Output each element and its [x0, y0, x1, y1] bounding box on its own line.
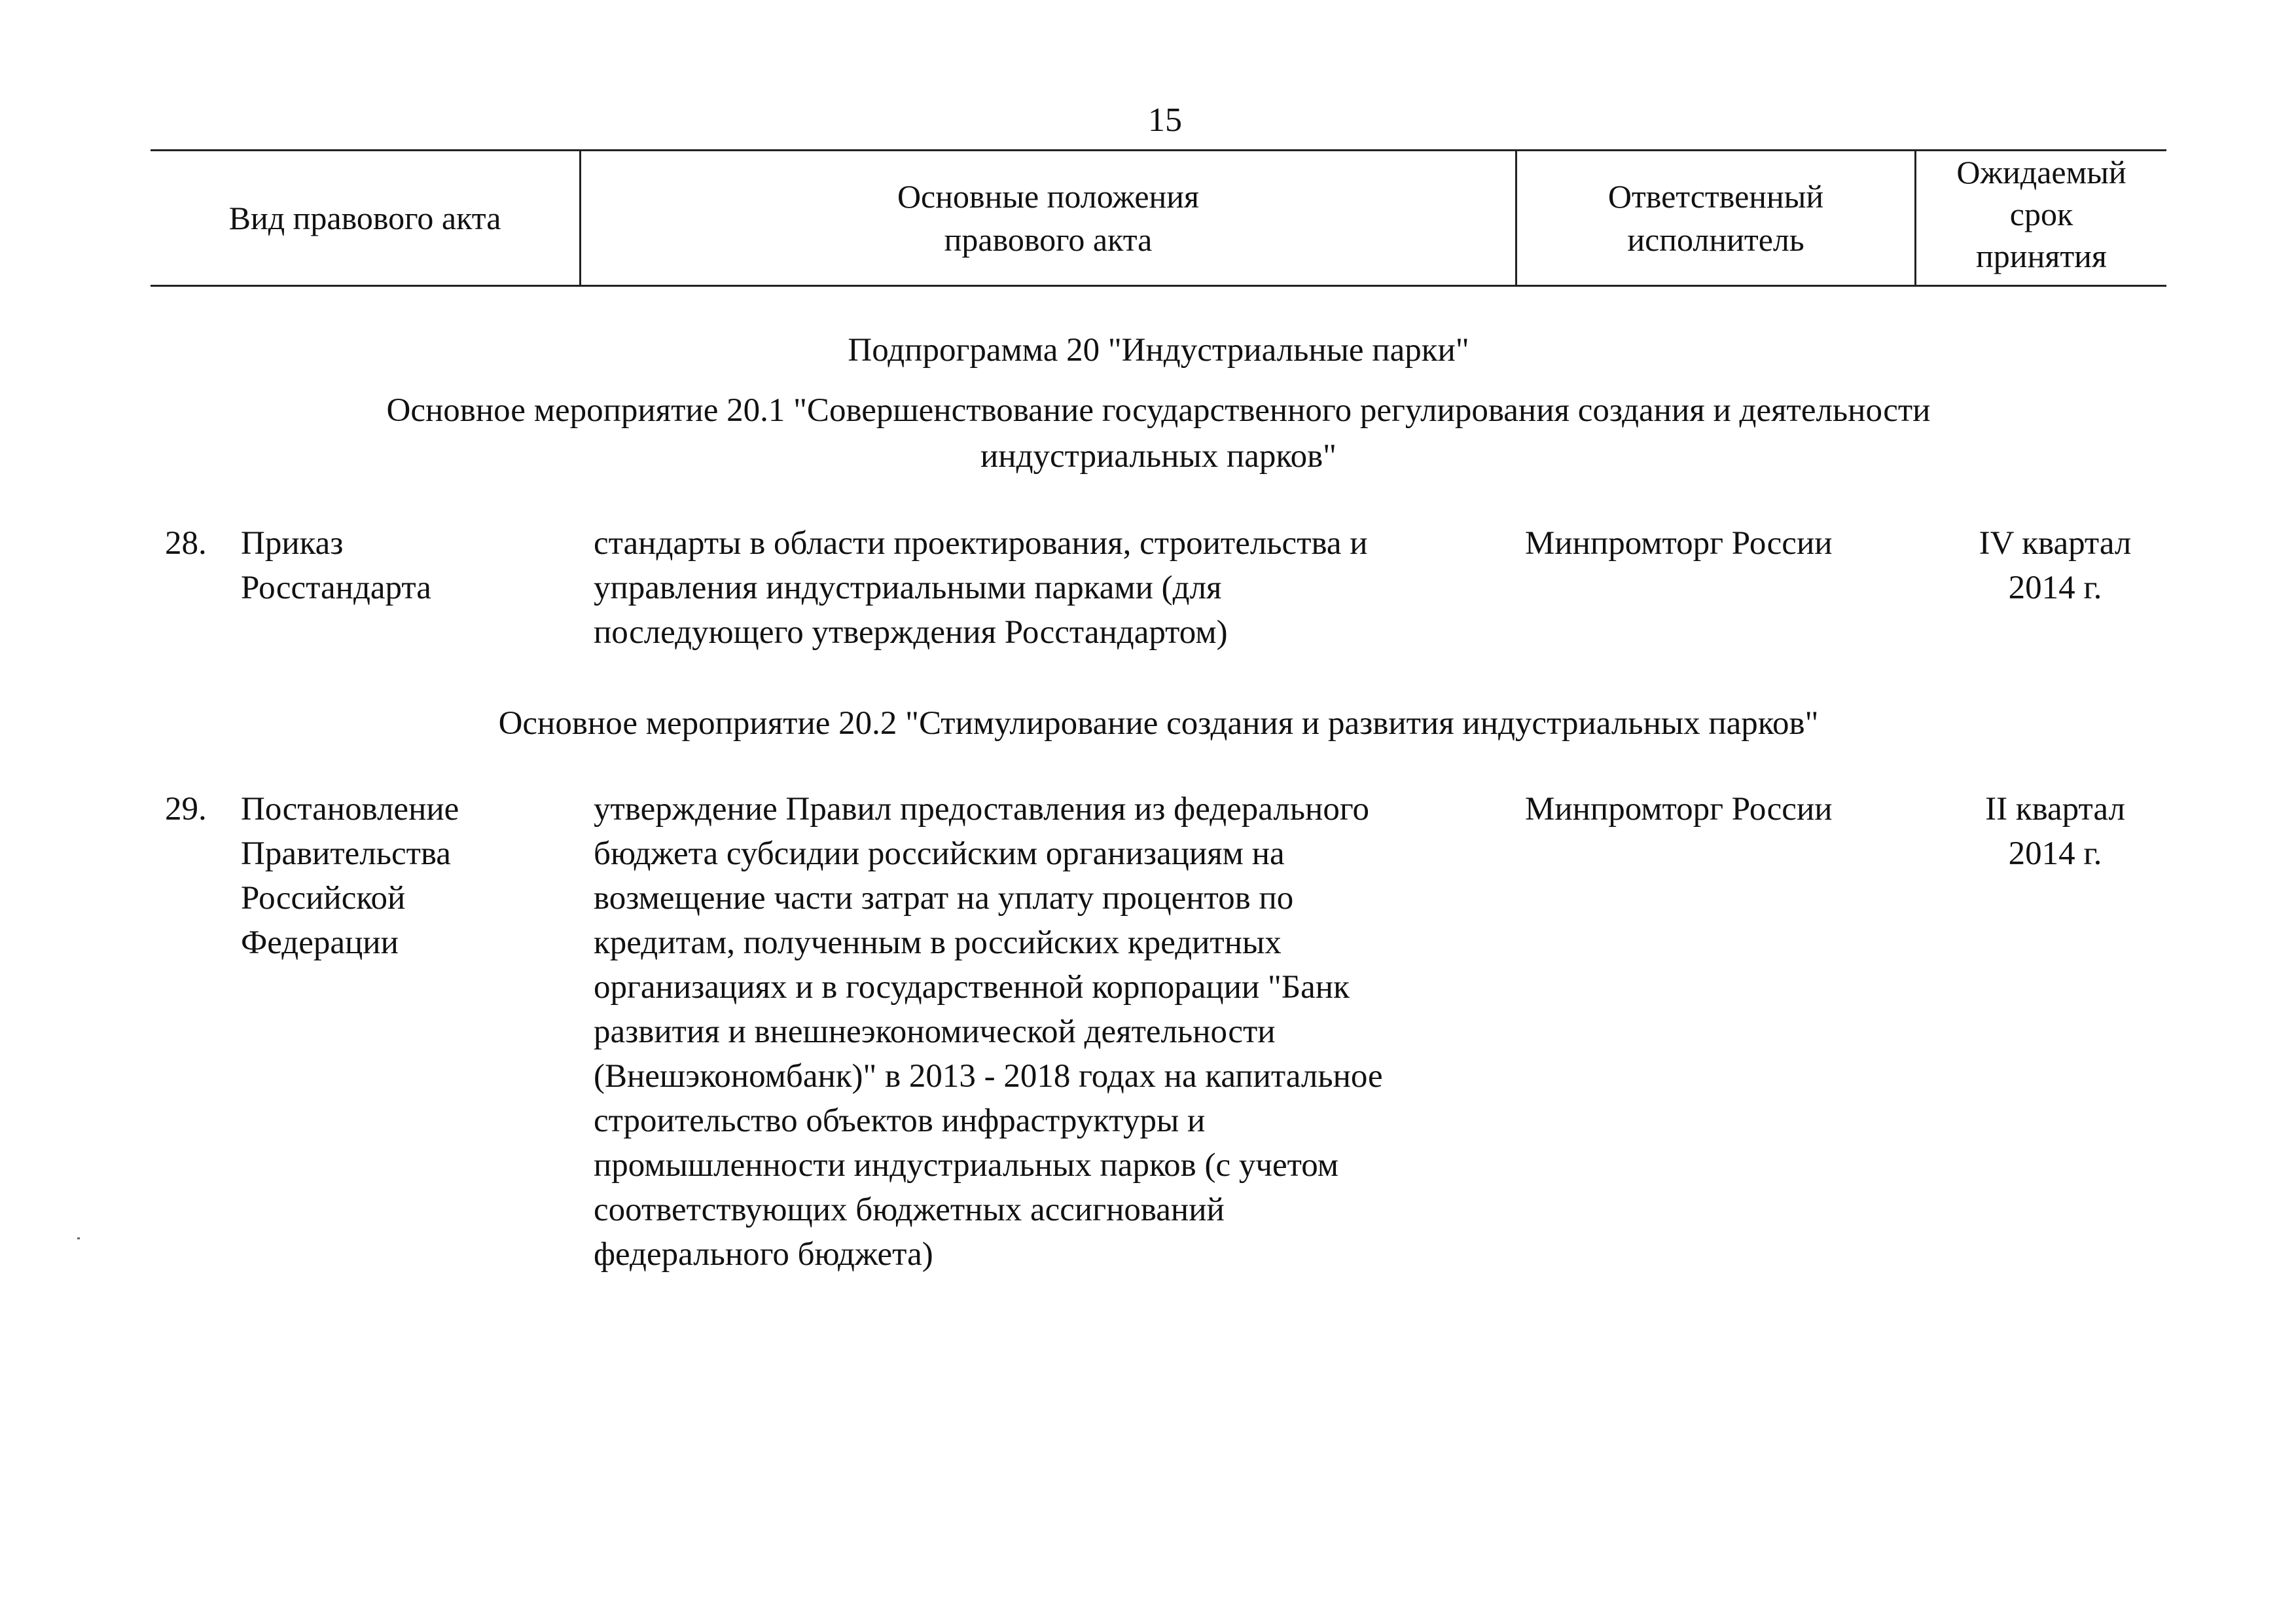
row-29-text-line: соответствующих бюджетных ассигнований — [594, 1192, 1225, 1228]
row-29-act-line4: Федерации — [241, 924, 399, 961]
row-29-provisions — [594, 787, 1510, 1277]
row-28-number: 28. — [165, 525, 207, 562]
row-29-act-line2: Правительства — [241, 835, 451, 872]
row-28-act-line1: Приказ — [241, 525, 344, 562]
row-28-term-line2: 2014 г. — [2008, 570, 2102, 606]
header-expected-term-line1: Ожидаемый — [1956, 154, 2126, 191]
row-29-text-line: бюджета субсидии российским организациям на — [594, 835, 1285, 872]
row-29-text-line: (Внешэкономбанк)" в 2013 - 2018 годах на капитальное — [594, 1058, 1383, 1095]
header-main-provisions-line1: Основные положения — [897, 178, 1200, 215]
row-29-number: 29. — [165, 791, 207, 828]
row-28-act-type — [241, 521, 568, 610]
row-28-text-line2: управления индустриальными парками (для — [594, 570, 1222, 606]
row-28-responsible: Минпромторг России — [1525, 525, 1833, 562]
row-28-act-line2: Росстандарта — [241, 570, 431, 606]
row-29-act-line3: Российской — [241, 880, 406, 917]
row-29-term — [1931, 787, 2179, 876]
header-responsible-line2: исполнитель — [1627, 221, 1804, 258]
measure-20-1-title — [151, 388, 2166, 479]
header-expected-term-line2: срок — [2009, 196, 2073, 232]
subprogram-title: Подпрограмма 20 "Индустриальные парки" — [848, 332, 1469, 369]
header-responsible-line1: Ответственный — [1607, 178, 1824, 215]
row-29-responsible: Минпромторг России — [1525, 791, 1833, 828]
row-29-text-line: утверждение Правил предоставления из федерального — [594, 791, 1370, 828]
header-cell-act-type — [151, 151, 579, 285]
measure-20-2-title: Основное мероприятие 20.2 "Стимулирование создания и развития индустриальных парков" — [498, 705, 1819, 742]
row-29-term-line2: 2014 г. — [2008, 835, 2102, 872]
row-28-text-line3: последующего утверждения Росстандартом) — [594, 614, 1228, 651]
header-main-provisions-line2: правового акта — [944, 221, 1153, 258]
header-cell-main-provisions — [579, 151, 1515, 285]
header-cell-expected-term — [1914, 151, 2166, 285]
row-28-provisions — [594, 521, 1510, 655]
row-29-text-line: возмещение части затрат на уплату процентов по — [594, 880, 1294, 917]
table-header — [151, 149, 2166, 287]
page-number: 15 — [1148, 101, 1182, 139]
row-29-text-line: развития и внешнеэкономической деятельности — [594, 1013, 1276, 1050]
row-29-term-line1: II квартал — [1985, 791, 2125, 828]
header-cell-responsible — [1515, 151, 1914, 285]
row-28-term-line1: IV квартал — [1979, 525, 2132, 562]
measure-20-1-title-line2: индустриальных парков" — [980, 438, 1336, 475]
row-28-text-line1: стандарты в области проектирования, строительства и — [594, 525, 1368, 562]
header-expected-term-line3: принятия — [1976, 238, 2107, 274]
row-29-text-line: промышленности индустриальных парков (с учетом — [594, 1147, 1339, 1184]
row-28-term — [1931, 521, 2179, 610]
row-29-text-line: организациях и в государственной корпорации "Банк — [594, 969, 1350, 1006]
row-29-text-line: строительство объектов инфраструктуры и — [594, 1103, 1206, 1139]
row-29-text-line: федерального бюджета) — [594, 1236, 933, 1273]
row-29-act-line1: Постановление — [241, 791, 459, 828]
header-act-type-label: Вид правового акта — [228, 200, 501, 236]
scan-speck — [77, 1237, 80, 1239]
row-29-text-line: кредитам, полученным в российских кредитных — [594, 924, 1282, 961]
row-29-act-type — [241, 787, 568, 965]
measure-20-1-title-line1: Основное мероприятие 20.1 "Совершенствование государственного регулирования создания и деятельности — [386, 392, 1931, 429]
